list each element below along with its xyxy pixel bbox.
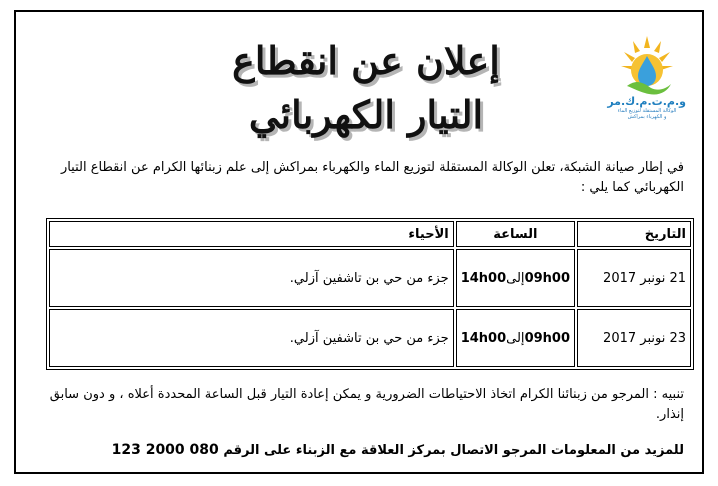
table-header-row <box>49 221 691 247</box>
cell-area: جزء من حي بن تاشفين آزلي. <box>49 309 454 367</box>
announcement-page <box>14 10 704 474</box>
outage-schedule-table <box>46 218 694 370</box>
table-row <box>49 249 691 307</box>
contact-phone-number: 080 2000 123 <box>111 442 219 458</box>
time-to-word: إلى <box>506 270 525 286</box>
contact-text: للمزيد من المعلومات المرجو الاتصال بمركز العلاقة مع الزبناء على الرقم <box>223 443 684 458</box>
cell-date: 21 نونبر 2017 <box>577 249 691 307</box>
table-row <box>49 309 691 367</box>
time-to: 14h00 <box>460 330 507 346</box>
time-to: 14h00 <box>460 270 507 286</box>
cell-time <box>456 249 575 307</box>
header-time: الساعة <box>456 221 575 247</box>
intro-paragraph: في إطار صيانة الشبكة، تعلن الوكالة المستقلة لتوزيع الماء والكهرباء بمراكش إلى علم زبنائها الكرام عن انقطاع التيار الكهربائي كما يلي : <box>60 160 684 195</box>
time-from: 09h00 <box>524 270 570 286</box>
cell-area: جزء من حي بن تاشفين آزلي. <box>49 249 454 307</box>
sun-water-drop-icon <box>619 34 675 96</box>
header-areas: الأحياء <box>49 221 454 247</box>
company-logo <box>608 34 686 130</box>
logo-brand-text: و.م.ت.م.ك.مر <box>607 95 686 108</box>
time-to-word: إلى <box>506 330 525 346</box>
logo-sub-text-2: و الكهرباء بمراكش <box>627 114 667 120</box>
header-date: التاريخ <box>577 221 691 247</box>
warning-note: تنبيه : المرجو من زبنائنا الكرام اتخاذ الاحتياطات الضرورية و يمكن إعادة التيار قبل الساعة المحددة أعلاه ، و دون سابق إنذار. <box>49 387 684 422</box>
cell-time <box>456 309 575 367</box>
logo-sub-text-1: الوكالة المستقلة لتوزيع الماء <box>617 108 677 114</box>
page-title-line-2: التيار الكهربائي <box>248 92 484 137</box>
cell-date: 23 نونبر 2017 <box>577 309 691 367</box>
time-from: 09h00 <box>524 330 570 346</box>
contact-line <box>38 440 684 461</box>
page-title-line-1: إعلان عن انقطاع <box>232 38 500 83</box>
